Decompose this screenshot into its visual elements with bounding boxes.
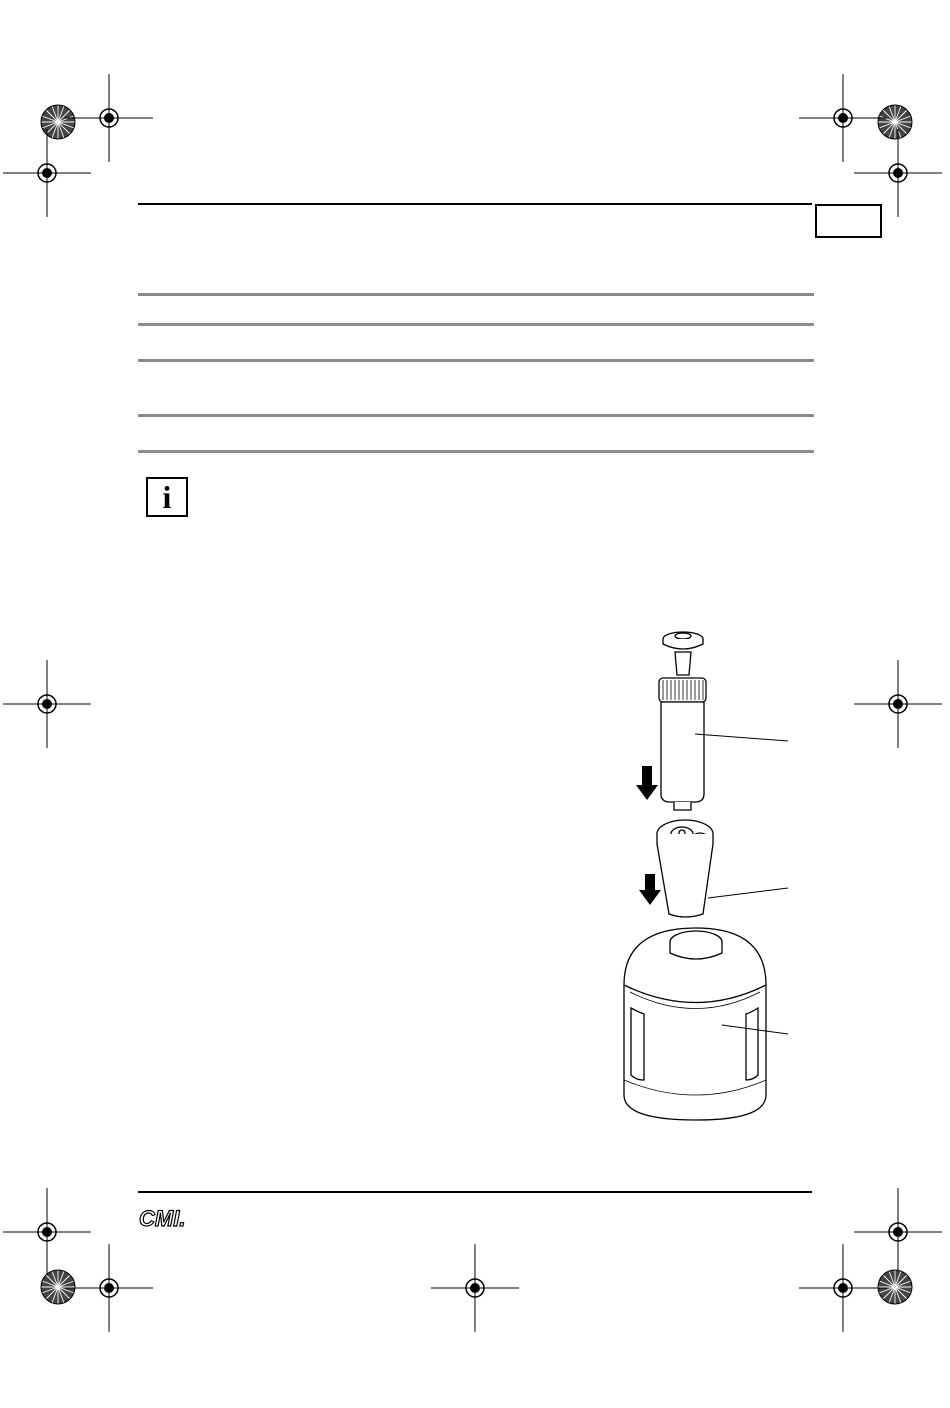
crosshair-mark [799, 74, 887, 162]
section-rule [138, 414, 814, 417]
section-rule [138, 323, 814, 326]
section-rule [138, 359, 814, 362]
crosshair-mark [65, 1244, 153, 1332]
brand-logo-text: CMI. [139, 1207, 186, 1231]
plunger-disc-rim [663, 639, 703, 649]
language-tab [815, 204, 882, 238]
bottle-window-right [746, 1008, 758, 1080]
leader-line [695, 734, 788, 741]
crosshair-mark [854, 660, 942, 748]
crosshair-mark [431, 1244, 519, 1332]
crosshair-mark [3, 129, 91, 217]
crosshair-mark [3, 660, 91, 748]
plunger-stem [675, 652, 691, 675]
cartridge-tip [674, 802, 691, 810]
starburst-mark [878, 105, 912, 139]
crosshair-mark [65, 74, 153, 162]
crosshair-mark [3, 1188, 91, 1276]
bottle-bottom-rim [624, 1080, 766, 1095]
starburst-mark [41, 105, 75, 139]
assembly-illustration [600, 620, 800, 1130]
nozzle-cone-body [657, 834, 713, 917]
footer-rule [138, 1191, 812, 1193]
plunger-disc-hole [675, 633, 691, 639]
info-icon [146, 477, 188, 517]
info-icon-glyph: i [162, 479, 172, 515]
leader-line [708, 888, 788, 898]
cartridge-body [661, 702, 704, 802]
section-rule [138, 450, 814, 453]
crosshair-mark [854, 1188, 942, 1276]
starburst-mark [41, 1270, 75, 1304]
section-rule [138, 293, 814, 296]
bottle-shoulder [624, 985, 766, 1003]
bottle-neck [670, 942, 722, 959]
brand-logo [138, 1207, 208, 1231]
starburst-mark [878, 1270, 912, 1304]
crosshair-mark [799, 1244, 887, 1332]
down-arrow-icon [639, 874, 661, 905]
header-rule [138, 203, 812, 205]
down-arrow-icon [636, 766, 658, 800]
bottle-window-left [631, 1008, 644, 1080]
bottle-shoulder-inner [630, 992, 760, 1009]
